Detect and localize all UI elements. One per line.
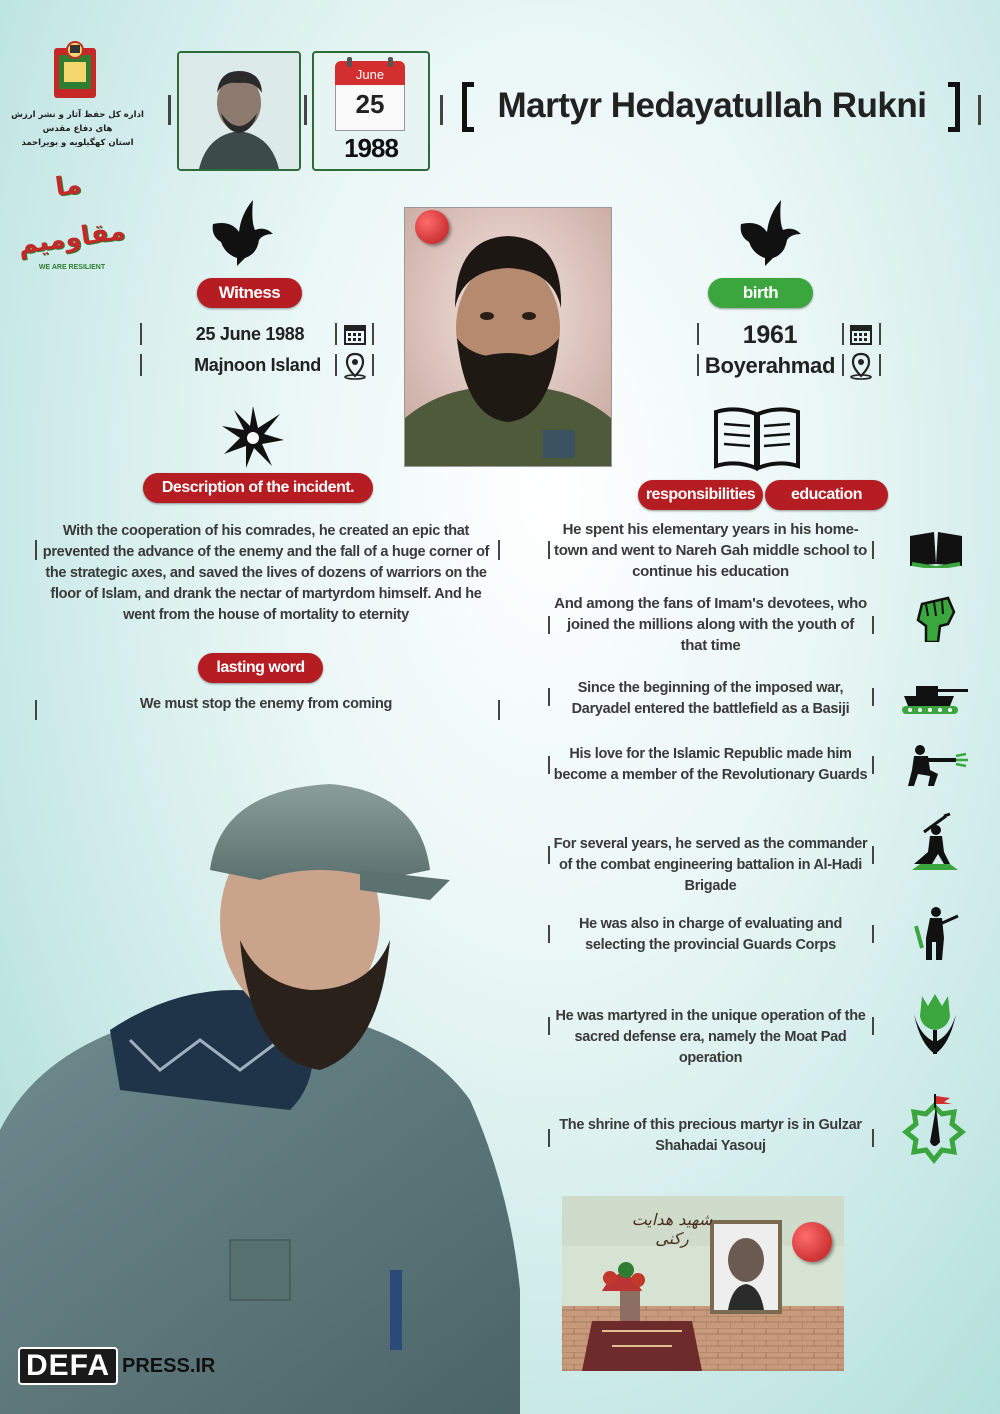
- location-icon-birth: [849, 352, 873, 380]
- calendar-icon-large: [335, 61, 405, 133]
- date-day: 25: [355, 89, 385, 119]
- responsibility-text: He spent his elementary years in his home-town and went to Nareh Gah middle school to continue his education: [554, 521, 867, 580]
- title-bracket-left: [462, 82, 474, 132]
- main-portrait: [404, 207, 612, 467]
- responsibility-text: His love for the Islamic Republic made him become a member of the Revolutionary Guards: [553, 746, 868, 783]
- responsibility-text: Since the beginning of the imposed war, Daryadel entered the battlefield as a Basiji: [571, 680, 850, 717]
- responsibility-text: The shrine of this precious martyr is in Gulzar Shahadai Yasouj: [559, 1117, 862, 1154]
- incident-text: With the cooperation of his comrades, he created an epic that prevented the advance of the enemy and the fall of a huge corner of the strategic axes, and saved the lives of dozens of warriors on the floor of Islam, and drank the nectar of martyrdom himself. And he went from the house of mortality to eternity: [42, 523, 490, 623]
- birth-pill: birth: [708, 278, 813, 308]
- date-box: [312, 51, 430, 171]
- tulip-icon: [910, 992, 960, 1056]
- birth-year: 1961: [742, 321, 798, 349]
- lasting-word-pill: lasting word: [198, 653, 323, 683]
- organization-logo: [50, 40, 100, 102]
- standing-soldier-icon: [910, 904, 960, 962]
- calendar-icon-witness: [344, 323, 366, 345]
- organization-name: [5, 108, 150, 150]
- incident-pill: Description of the incident.: [143, 473, 373, 503]
- witness-pill: Witness: [197, 278, 302, 308]
- lasting-word-text: We must stop the enemy from coming: [139, 696, 393, 712]
- resistance-logo: [16, 160, 128, 271]
- tab-education[interactable]: education: [765, 480, 888, 510]
- organization-name-line2: استان کهگیلویه و بویراحمد: [21, 138, 134, 148]
- birth-place: Boyerahmad: [704, 353, 836, 378]
- watermark-suffix: PRESS.IR: [122, 1354, 216, 1377]
- title-bracket-right: [948, 82, 960, 132]
- responsibility-text: For several years, he served as the commander of the combat engineering battalion in Al-Hadi Brigade: [553, 836, 868, 894]
- responsibility-text: He was martyred in the unique operation of the sacred defense era, namely the Moat Pad operation: [555, 1008, 866, 1066]
- tab-responsibilities[interactable]: responsibilities: [638, 480, 763, 510]
- date-month: June: [355, 67, 385, 82]
- witness-date: 25 June 1988: [195, 324, 305, 344]
- tank-icon: [898, 680, 970, 716]
- responsibility-text: And among the fans of Imam's devotees, who joined the millions along with the youth of that time: [554, 595, 867, 654]
- pushpin-icon-shrine: [792, 1222, 832, 1262]
- witness-place: Majnoon Island: [194, 355, 321, 375]
- large-soldier-photo: [0, 770, 520, 1414]
- commander-soldier-icon: [910, 812, 960, 874]
- defapress-watermark: [18, 1347, 215, 1385]
- raised-fist-icon: [912, 590, 958, 642]
- book-icon: [712, 404, 802, 472]
- calendar-icon-birth: [850, 323, 872, 345]
- location-icon-witness: [343, 352, 367, 380]
- watermark-brand: DEFA: [18, 1347, 118, 1385]
- open-book-icon: [908, 528, 964, 568]
- dove-icon-left: [207, 196, 279, 268]
- explosion-icon: [220, 404, 286, 470]
- responsibility-text: He was also in charge of evaluating and selecting the provincial Guards Corps: [578, 916, 843, 953]
- small-portrait-photo: [179, 53, 299, 169]
- shrine-photo: [562, 1196, 844, 1371]
- dove-icon-right: [735, 196, 807, 268]
- date-year: 1988: [344, 133, 398, 163]
- pushpin-icon: [415, 210, 449, 244]
- small-portrait-frame: [177, 51, 301, 171]
- resistance-logo-text: ما مقاومیم: [16, 169, 128, 261]
- kneeling-soldier-icon: [904, 744, 970, 788]
- page-title: Martyr Hedayatullah Rukni: [497, 86, 927, 125]
- resistance-logo-subtext: WE ARE RESILIENT: [38, 264, 106, 271]
- shrine-icon: [900, 1092, 968, 1168]
- organization-name-line1: اداره کل حفظ آثار و نشر ارزش های دفاع مقدس: [11, 110, 144, 134]
- shrine-photo-caption: شهید هدایت رکنی: [631, 1210, 713, 1248]
